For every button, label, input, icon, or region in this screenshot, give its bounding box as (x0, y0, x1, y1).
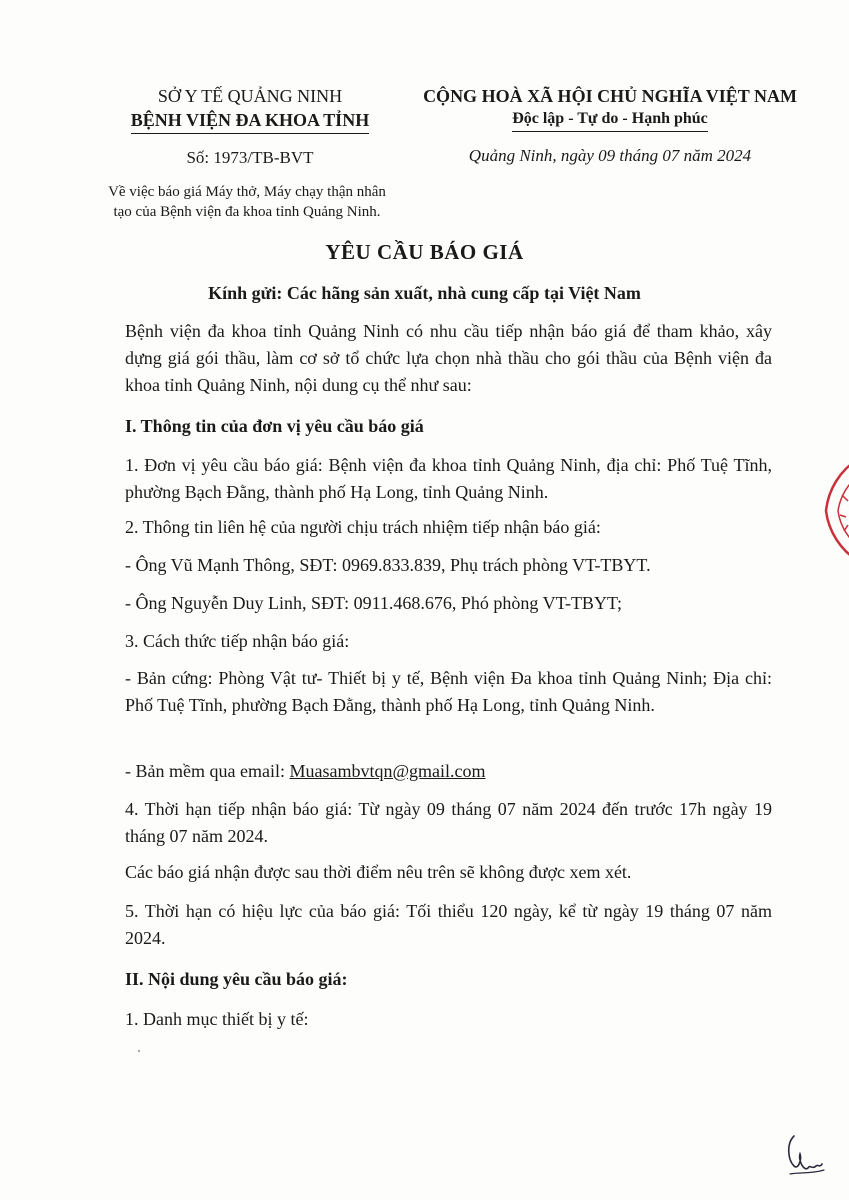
national-motto: Độc lập - Tự do - Hạnh phúc (512, 108, 708, 132)
document-subject (92, 182, 402, 222)
subject-line: Về việc báo giá Máy thở, Máy chạy thận nhân (108, 184, 386, 200)
subject-line: tạo của Bệnh viện đa khoa tỉnh Quảng Ninh. (113, 204, 381, 220)
recipient-line: Kính gửi: Các hãng sản xuất, nhà cung cấp tại Việt Nam (208, 283, 641, 303)
hospital-name: BỆNH VIỆN ĐA KHOA TỈNH (131, 108, 369, 134)
section1-item3: 3. Cách thức tiếp nhận báo giá: (125, 631, 350, 651)
initials-signature-icon (780, 1130, 830, 1180)
document-number: Số: 1973/TB-BVT (186, 148, 314, 167)
section2-item1: 1. Danh mục thiết bị y tế: (125, 1009, 309, 1029)
softcopy-delivery (125, 758, 772, 785)
contact-person-2: - Ông Nguyễn Duy Linh, SĐT: 0911.468.676, Phó phòng VT-TBYT; (125, 593, 622, 613)
section1-item4: 4. Thời hạn tiếp nhận báo giá: Từ ngày 09 tháng 07 năm 2024 đến trước 17h ngày 19 tháng 07 năm 2024. (125, 799, 772, 846)
issue-date: Quảng Ninh, ngày 09 tháng 07 năm 2024 (468, 146, 752, 165)
issuing-organization (100, 84, 400, 134)
intro-paragraph (125, 318, 772, 399)
document-title: YÊU CẦU BÁO GIÁ (325, 240, 524, 264)
softcopy-label: - Bản mềm qua email: (125, 761, 290, 781)
intro-text: Bệnh viện đa khoa tỉnh Quảng Ninh có nhu cầu tiếp nhận báo giá để tham khảo, xây dựng giá gói thầu, làm cơ sở tổ chức lựa chọn nhà thầu cho gói thầu của Bệnh viện đa khoa tỉnh Quảng Ninh, nội dung cụ thể như sau: (125, 321, 772, 395)
scan-speck (138, 1050, 140, 1052)
contact-person-1: - Ông Vũ Mạnh Thông, SĐT: 0969.833.839, Phụ trách phòng VT-TBYT. (125, 555, 651, 575)
section1-item5: 5. Thời hạn có hiệu lực của báo giá: Tối thiểu 120 ngày, kể từ ngày 19 tháng 07 năm 2024. (125, 901, 772, 948)
section1-item2: 2. Thông tin liên hệ của người chịu trách nhiệm tiếp nhận báo giá: (125, 517, 601, 537)
email-link[interactable]: Muasambvtqn@gmail.com (289, 761, 486, 781)
hardcopy-delivery: - Bản cứng: Phòng Vật tư- Thiết bị y tế, Bệnh viện Đa khoa tỉnh Quảng Ninh; Địa chỉ: Phố Tuệ Tĩnh, phường Bạch Đằng, thành phố Hạ Long, tỉnh Quảng Ninh. (125, 668, 772, 715)
national-header (400, 84, 820, 132)
parent-agency: SỞ Y TẾ QUẢNG NINH (157, 86, 343, 106)
nation-name: CỘNG HOÀ XÃ HỘI CHỦ NGHĨA VIỆT NAM (423, 86, 797, 106)
red-stamp-edge-icon (818, 455, 849, 565)
section1-item1: 1. Đơn vị yêu cầu báo giá: Bệnh viện đa khoa tỉnh Quảng Ninh, địa chỉ: Phố Tuệ Tĩnh, phường Bạch Đằng, thành phố Hạ Long, tỉnh Quảng Ninh. (125, 455, 772, 502)
late-quote-note: Các báo giá nhận được sau thời điểm nêu trên sẽ không được xem xét. (125, 862, 632, 882)
section1-heading: I. Thông tin của đơn vị yêu cầu báo giá (125, 416, 424, 436)
section2-heading: II. Nội dung yêu cầu báo giá: (125, 969, 348, 989)
